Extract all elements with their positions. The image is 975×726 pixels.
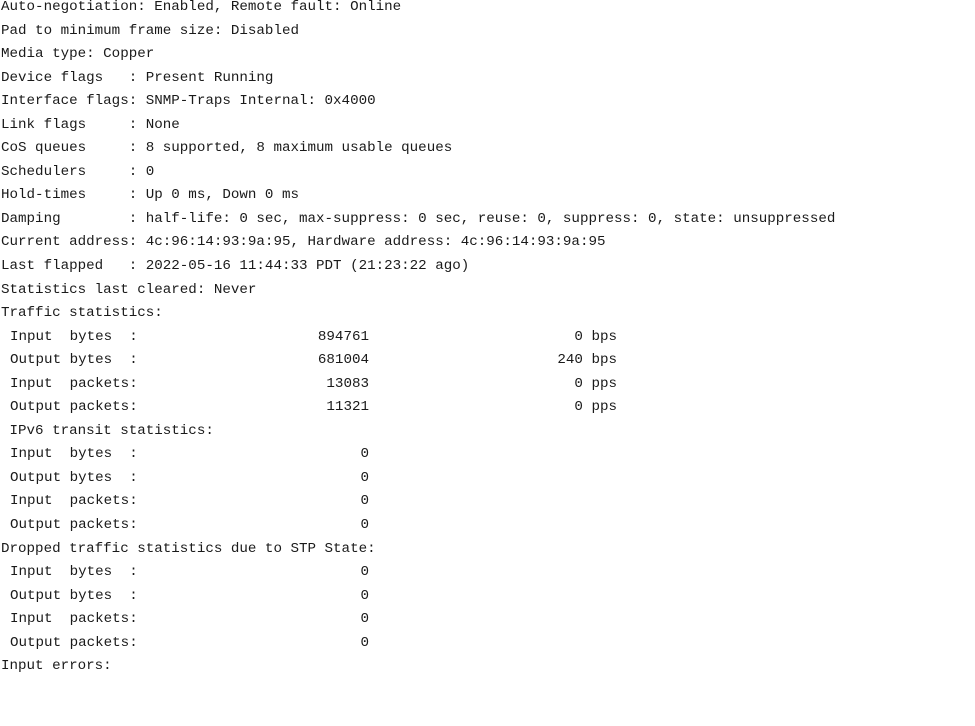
last-flapped-line: Last flapped : 2022-05-16 11:44:33 PDT (21:23:22 ago)	[1, 258, 470, 275]
stp-row-output-packets	[0, 632, 975, 656]
stp-row-output-bytes	[0, 585, 975, 609]
stat-value: 13083	[326, 375, 369, 392]
stat-label: Output bytes :	[10, 587, 138, 604]
traffic-row-input-packets	[0, 373, 975, 397]
schedulers-line: Schedulers : 0	[1, 163, 155, 180]
stat-label: Output packets:	[10, 399, 138, 416]
ipv6-row-output-bytes	[0, 467, 975, 491]
stat-value: 0	[360, 634, 369, 651]
stat-value: 11321	[326, 399, 369, 416]
stat-label: Output packets:	[10, 517, 138, 534]
stat-value: 0	[360, 469, 369, 486]
stat-value: 0	[360, 517, 369, 534]
traffic-row-output-bytes	[0, 349, 975, 373]
stat-label: Input packets:	[10, 611, 138, 628]
stat-value: 0	[360, 493, 369, 510]
stat-label: Input packets:	[10, 375, 138, 392]
link-flags-line: Link flags : None	[1, 116, 180, 133]
stp-row-input-packets	[0, 608, 975, 632]
traffic-row-output-packets	[0, 396, 975, 420]
damping-line: Damping : half-life: 0 sec, max-suppress: 0 sec, reuse: 0, suppress: 0, state: unsuppressed	[1, 210, 836, 227]
traffic-stats-heading: Traffic statistics:	[1, 305, 163, 322]
ipv6-row-output-packets	[0, 514, 975, 538]
stat-label: Input bytes :	[10, 328, 138, 345]
interface-flags-line: Interface flags: SNMP-Traps Internal: 0x4000	[1, 93, 376, 110]
stat-rate: 240 bps	[557, 352, 617, 369]
stat-label: Input bytes :	[10, 564, 138, 581]
stat-value: 894761	[317, 328, 369, 345]
stat-value: 0	[360, 564, 369, 581]
stat-value: 0	[360, 446, 369, 463]
stat-label: Output bytes :	[10, 352, 138, 369]
pad-frame-line: Pad to minimum frame size: Disabled	[1, 22, 299, 39]
stp-row-input-bytes	[0, 561, 975, 585]
input-errors-line: Input errors:	[1, 658, 112, 675]
hold-times-line: Hold-times : Up 0 ms, Down 0 ms	[1, 187, 299, 204]
ipv6-row-input-bytes	[0, 443, 975, 467]
stats-cleared-line: Statistics last cleared: Never	[1, 281, 257, 298]
ipv6-stats-heading: IPv6 transit statistics:	[1, 422, 214, 439]
stat-label: Output packets:	[10, 634, 138, 651]
stat-rate: 0 bps	[574, 328, 617, 345]
ipv6-row-input-packets	[0, 490, 975, 514]
stat-rate: 0 pps	[574, 375, 617, 392]
stat-rate: 0 pps	[574, 399, 617, 416]
current-address-line: Current address: 4c:96:14:93:9a:95, Hardware address: 4c:96:14:93:9a:95	[1, 234, 606, 251]
autoneg-line: Auto-negotiation: Enabled, Remote fault: Online	[1, 0, 402, 15]
stat-label: Output bytes :	[10, 469, 138, 486]
media-type-line: Media type: Copper	[1, 46, 155, 63]
stat-label: Input packets:	[10, 493, 138, 510]
stat-value: 0	[360, 611, 369, 628]
stat-value: 681004	[317, 352, 369, 369]
stat-label: Input bytes :	[10, 446, 138, 463]
stp-stats-heading: Dropped traffic statistics due to STP State:	[1, 540, 376, 557]
cos-queues-line: CoS queues : 8 supported, 8 maximum usable queues	[1, 140, 453, 157]
stat-value: 0	[360, 587, 369, 604]
device-flags-line: Device flags : Present Running	[1, 69, 274, 86]
traffic-row-input-bytes	[0, 326, 975, 350]
